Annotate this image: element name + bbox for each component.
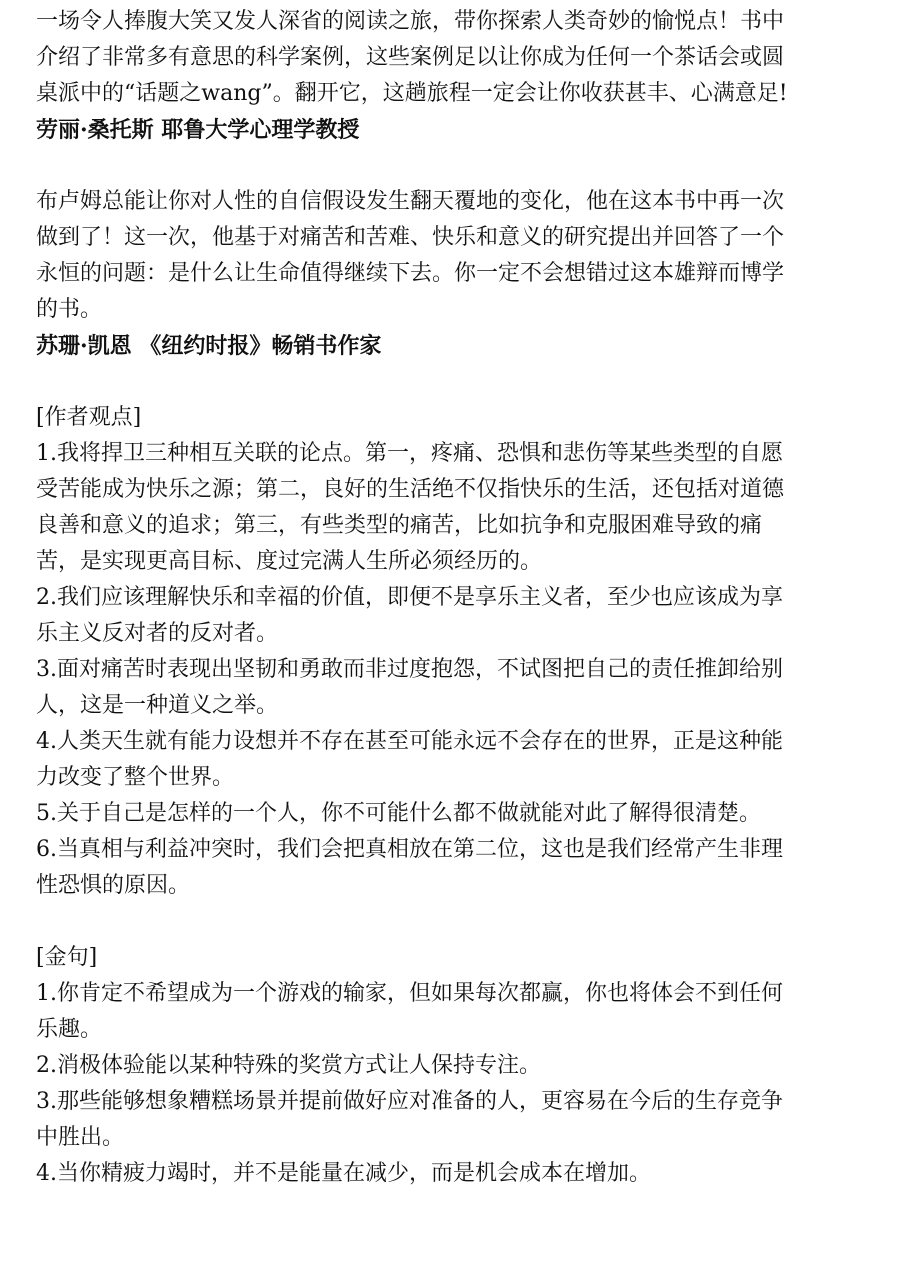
viewpoints-heading: [作者观点] (36, 405, 142, 430)
quote-item: 4.当你精疲力竭时，并不是能量在减少，而是机会成本在增加。 (36, 1161, 651, 1186)
endorsement-text: 一场令人捧腹大笑又发人深省的阅读之旅，带你探索人类奇妙的愉悦点！书中介绍了非常多有意思的科学案例，这些案例足以让你成为任何一个茶话会或圆桌派中的“话题之wang”。翻开它，这趟旅程一定会让你收获甚丰、心满意足! (36, 9, 788, 106)
quotes-heading: [金句] (36, 945, 98, 970)
quote-item: 3.那些能够想象糟糕场景并提前做好应对准备的人，更容易在今后的生存竞争中胜出。 (36, 1089, 783, 1150)
viewpoint-item: 5.关于自己是怎样的一个人，你不可能什么都不做就能对此了解得很清楚。 (36, 801, 761, 826)
spacer (36, 148, 788, 184)
spacer (36, 904, 788, 940)
viewpoint-item: 2.我们应该理解快乐和幸福的价值，即便不是享乐主义者，至少也应该成为享乐主义反对者的反对者。 (36, 585, 783, 646)
viewpoint-item: 1.我将捍卫三种相互关联的论点。第一，疼痛、恐惧和悲伤等某些类型的自愿受苦能成为快乐之源；第二，良好的生活绝不仅指快乐的生活，还包括对道德良善和意义的追求；第三，有些类型的痛苦，比如抗争和克服困难导致的痛苦，是实现更高目标、度过完满人生所必须经历的。 (36, 441, 785, 574)
endorsement-text: 布卢姆总能让你对人性的自信假设发生翻天覆地的变化，他在这本书中再一次做到了！这一次，他基于对痛苦和苦难、快乐和意义的研究提出并回答了一个永恒的问题：是什么让生命值得继续下去。你一定不会想错过这本雄辩而博学的书。 (36, 189, 785, 322)
quote-item: 1.你肯定不希望成为一个游戏的输家，但如果每次都赢，你也将体会不到任何乐趣。 (36, 981, 783, 1042)
quote-item: 2.消极体验能以某种特殊的奖赏方式让人保持专注。 (36, 1053, 541, 1078)
viewpoint-item: 3.面对痛苦时表现出坚韧和勇敢而非过度抱怨，不试图把自己的责任推卸给别人，这是一种道义之举。 (36, 657, 783, 718)
spacer (36, 364, 788, 400)
viewpoint-item: 6.当真相与利益冲突时，我们会把真相放在第二位，这也是我们经常产生非理性恐惧的原因。 (36, 837, 783, 898)
endorsement-author: 劳丽·桑托斯 耶鲁大学心理学教授 (36, 117, 360, 143)
endorsement-author: 苏珊·凯恩 《纽约时报》畅销书作家 (36, 333, 382, 359)
article-body (36, 4, 788, 1192)
viewpoint-item: 4.人类天生就有能力设想并不存在甚至可能永远不会存在的世界，正是这种能力改变了整个世界。 (36, 729, 783, 790)
